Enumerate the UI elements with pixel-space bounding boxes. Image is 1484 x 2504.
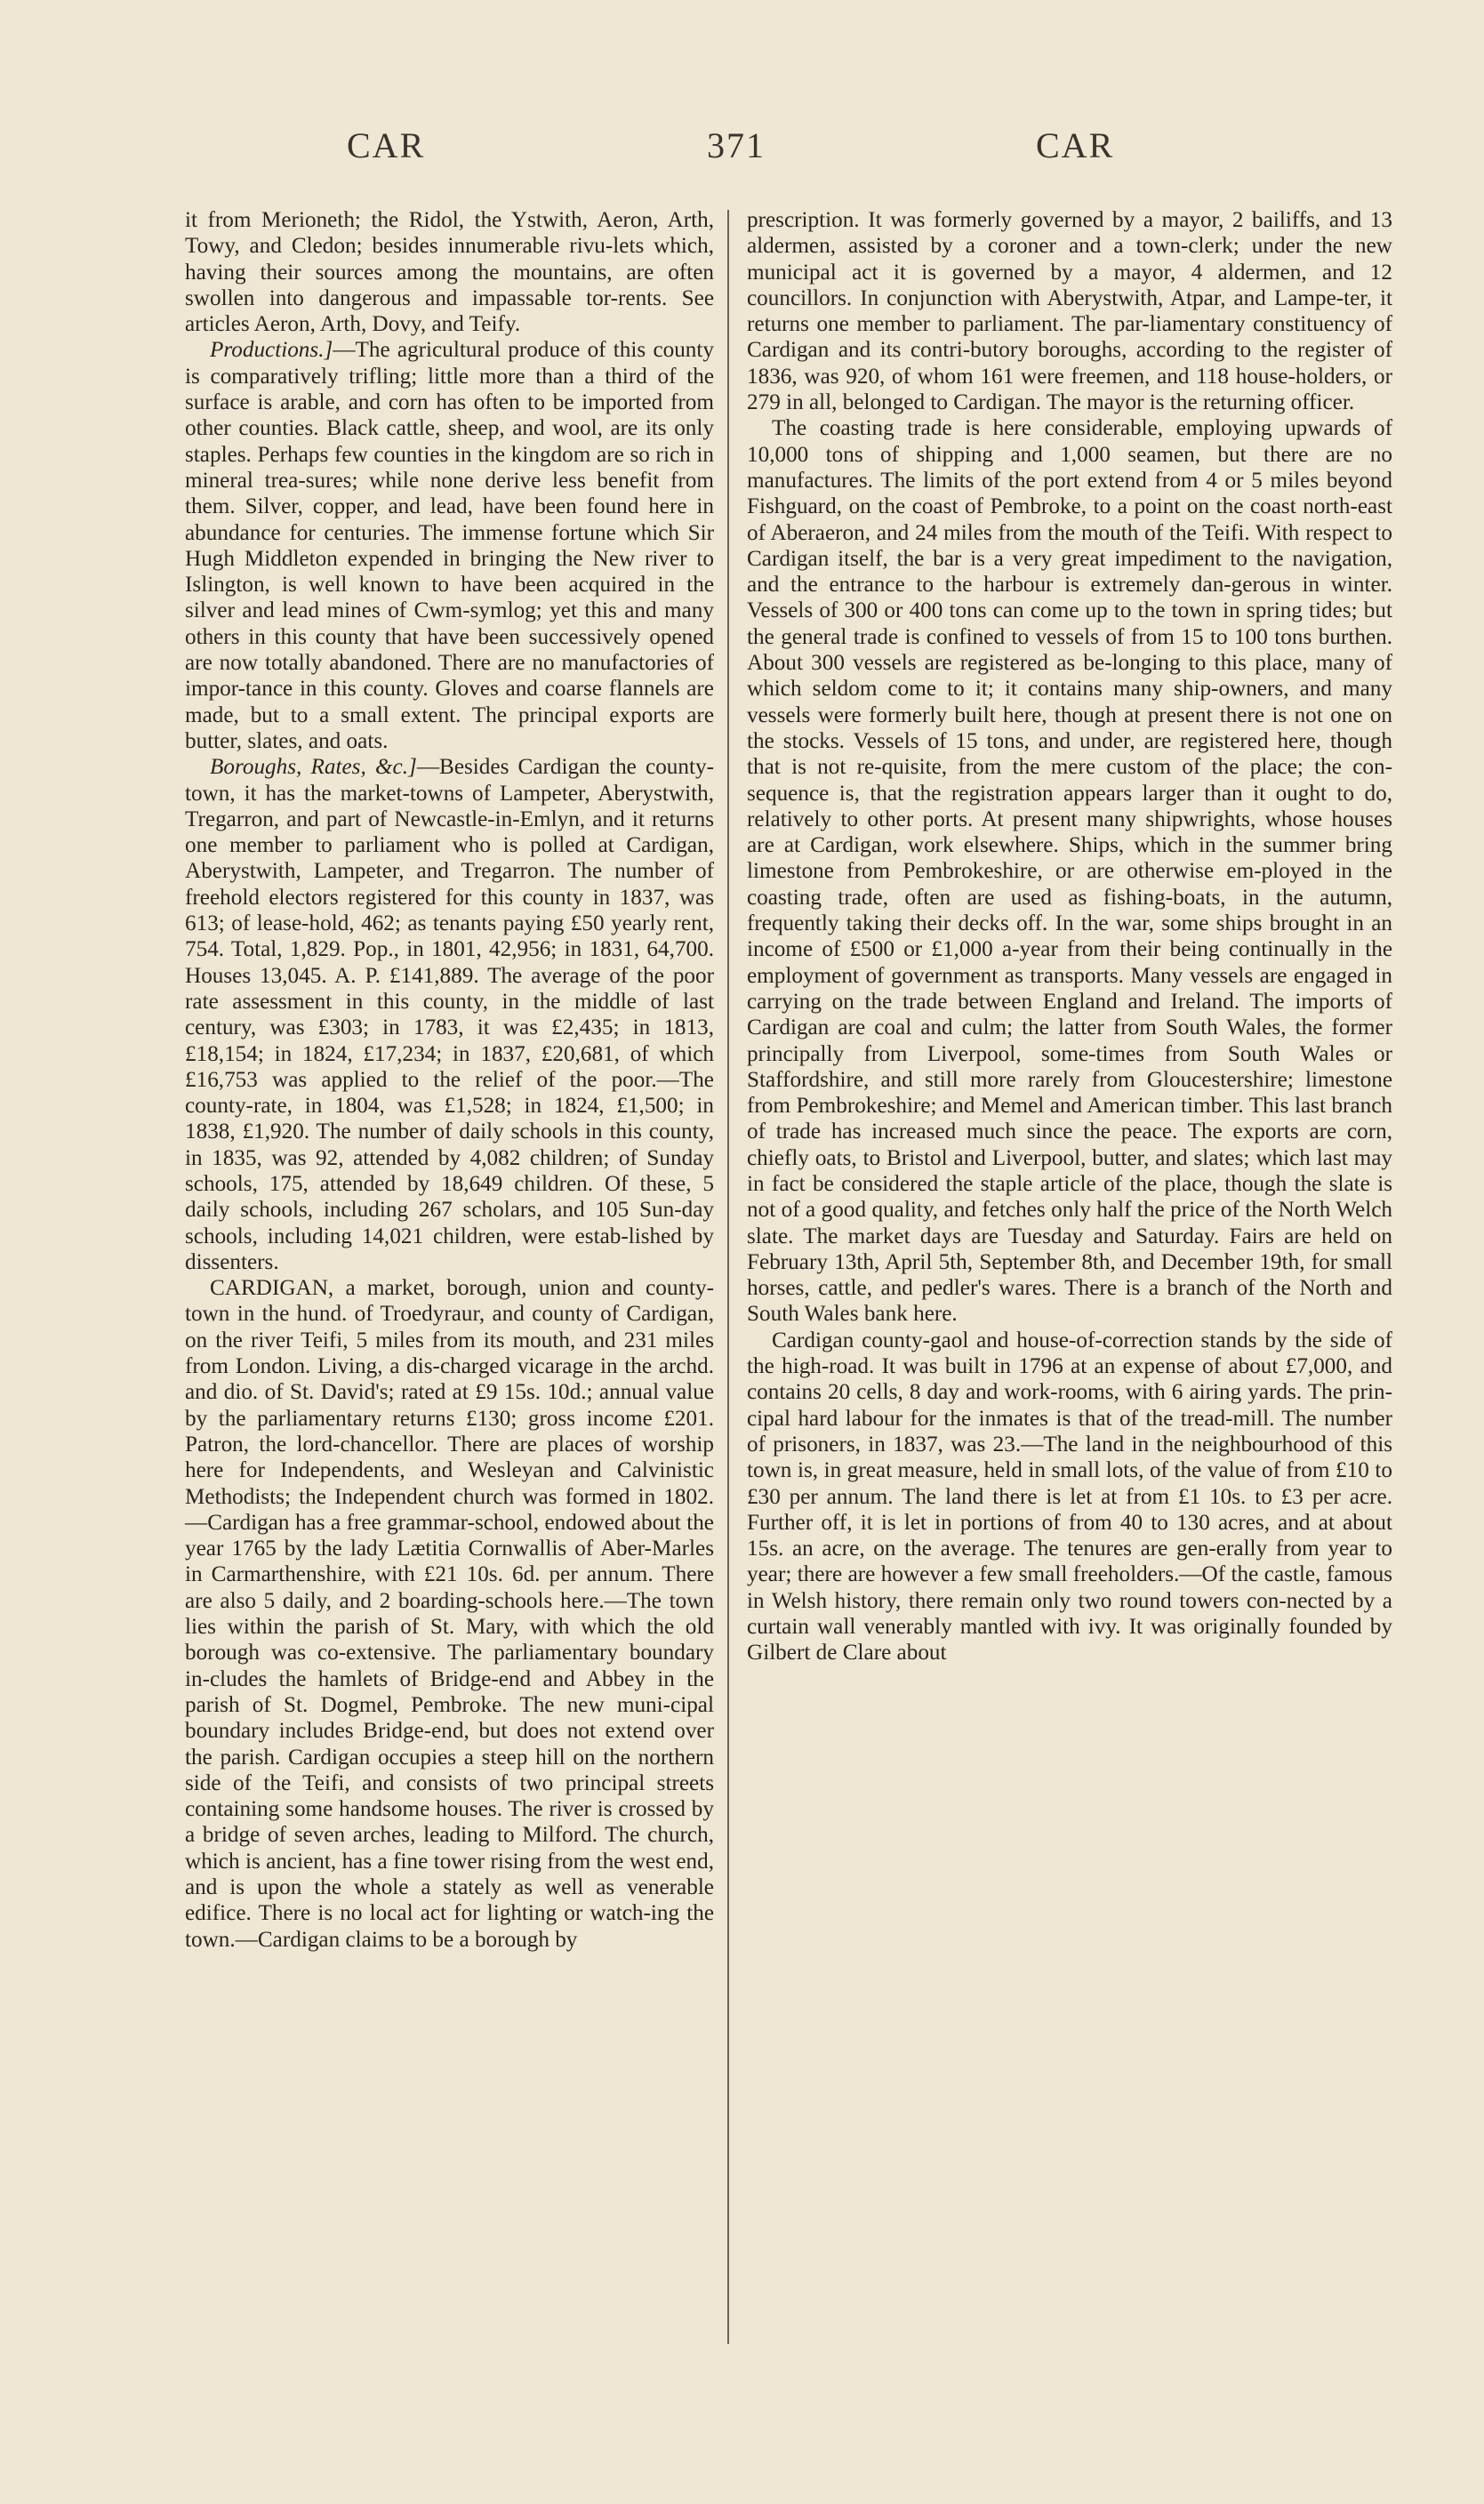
left-paragraph-boroughs (185, 754, 714, 1275)
left-paragraph-cardigan: CARDIGAN, a market, borough, union and county-town in the hund. of Troedyraur, and county of Cardigan, on the river Teifi, 5 miles from its mouth, and 231 miles from London. Living, a dis-charged vicarage in the archd. and dio. of St. David's; rated at £9 15s. 10d.; annual value by the parliamentary returns £130; gross income £201. Patron, the lord-chancellor. There are places of worship here for Independents, and Wesleyan and Calvinistic Methodists; the Independent church was formed in 1802.—Cardigan has a free grammar-school, endowed about the year 1765 by the lady Lætitia Cornwallis of Aber-Marles in Carmarthenshire, with £21 10s. 6d. per annum. There are also 5 daily, and 2 boarding-schools here.—The town lies within the parish of St. Mary, with which the old borough was co-extensive. The parliamentary boundary in-cludes the hamlets of Bridge-end and Abbey in the parish of St. Dogmel, Pembroke. The new muni-cipal boundary includes Bridge-end, but does not extend over the parish. Cardigan occupies a steep hill on the northern side of the Teifi, and consists of two principal streets containing some handsome houses. The river is crossed by a bridge of seven arches, leading to Milford. The church, which is ancient, has a fine tower rising from the west end, and is upon the whole a stately as well as venerable edifice. There is no local act for lighting or watch-ing the town.—Cardigan claims to be a borough by (185, 1276, 714, 1952)
productions-text: —The agricultural produce of this county is comparatively trifling; little more than a third of the surface is arable, and corn has often to be imported from other counties. Black cattle, sheep, and wool, are its only staples. Perhaps few counties in the kingdom are so rich in mineral trea-sures; while none derive less benefit from them. Silver, copper, and lead, have been found here in abundance for centuries. The immense fortune which Sir Hugh Middleton expended in bringing the New river to Islington, is well known to have been acquired in the silver and lead mines of Cwm-symlog; yet this and many others in this county that have been successively opened are now totally abandoned. There are no manufactories of impor-tance in this county. Gloves and coarse flannels are made, but to a small extent. The principal exports are butter, slates, and oats. (185, 338, 714, 753)
column-divider (727, 210, 729, 2344)
left-paragraph-rivers: it from Merioneth; the Ridol, the Ystwith, Aeron, Arth, Towy, and Cledon; besides innumerable rivu-lets which, having their sources among the mountains, are often swollen into dangerous and impassable tor-rents. See articles Aeron, Arth, Dovy, and Teify. (185, 208, 714, 337)
right-paragraph-gaol: Cardigan county-gaol and house-of-correction stands by the side of the high-road. It was built in 1796 at an expense of about £7,000, and contains 20 cells, 8 day and work-rooms, with 6 airing yards. The prin-cipal hard labour for the inmates is that of the tread-mill. The number of prisoners, in 1837, was 23.—The land in the neighbourhood of this town is, in great measure, held in small lots, of the value of from £10 to £30 per annum. The land there is let at from £1 10s. to £3 per acre. Further off, it is let in portions of from 40 to 130 acres, and at about 15s. an acre, on the average. The tenures are gen-erally from year to year; there are however a few small freeholders.—Of the castle, famous in Welsh history, there remain only two round towers con-nected by a curtain wall venerably mantled with ivy. It was originally founded by Gilbert de Clare about (747, 1328, 1392, 1665)
left-column (185, 207, 714, 1953)
header-left-word: CAR (347, 125, 426, 165)
right-paragraph-government: prescription. It was formerly governed by a mayor, 2 bailiffs, and 13 aldermen, assisted by a coroner and a town-clerk; under the new municipal act it is governed by a mayor, 4 aldermen, and 12 councillors. In conjunction with Aberystwith, Atpar, and Lampe-ter, it returns one member to parliament. The par-liamentary constituency of Cardigan and its contri-butory boroughs, according to the register of 1836, was 920, of whom 161 were freemen, and 118 house-holders, or 279 in all, belonged to Cardigan. The mayor is the returning officer. (747, 208, 1392, 415)
boroughs-heading: Boroughs, Rates, &c.] (210, 755, 417, 780)
right-paragraph-trade: The coasting trade is here considerable, employing upwards of 10,000 tons of shipping and 1,000 seamen, but there are no manufactures. The limits of the port extend from 4 or 5 miles beyond Fishguard, on the coast of Pembroke, to a point on the coast north-east of Aberaeron, and 24 miles from the mouth of the Teifi. With respect to Cardigan itself, the bar is a very great impediment to the navigation, and the entrance to the harbour is extremely dan-gerous in winter. Vessels of 300 or 400 tons can come up to the town in spring tides; but the general trade is confined to vessels of from 15 to 100 tons burthen. About 300 vessels are registered as be-longing to this place, many of which seldom come to it; it contains many ship-owners, and many vessels were formerly built here, though at present there is not one on the stocks. Vessels of 15 tons, and under, are registered here, though that is not re-quisite, from the mere custom of the place; the con-sequence is, that the registration appears larger than it ought to do, relatively to other ports. At present many shipwrights, whose houses are at Cardigan, work elsewhere. Ships, which in the summer bring limestone from Pembrokeshire, or are otherwise em-ployed in the coasting trade, often are used as fishing-boats, in the autumn, frequently taking their decks off. In the war, some ships brought in an income of £500 or £1,000 a-year from their being continually in the employment of government as transports. Many vessels are engaged in carrying on the trade between England and Ireland. The imports of Cardigan are coal and culm; the latter from South Wales, the former principally from Liverpool, some-times from South Wales or Staffordshire, and still more rarely from Gloucestershire; limestone from Pembrokeshire; and Memel and American timber. This last branch of trade has increased much since the peace. The exports are corn, chiefly oats, to Bristol and Liverpool, butter, and slates; which last may in fact be considered the staple article of the place, though the slate is not of a good quality, and fetches only half the price of the North Welch slate. The market days are Tuesday and Saturday. Fairs are held on February 13th, April 5th, September 8th, and December 19th, for small horses, cattle, and pedler's wares. There is a branch of the North and South Wales bank here. (747, 416, 1392, 1327)
left-paragraph-productions (185, 337, 714, 754)
page-number: 371 (707, 125, 766, 165)
productions-heading: Productions.] (210, 338, 333, 363)
header-right-word: CAR (1036, 125, 1115, 165)
running-head (160, 124, 1138, 178)
boroughs-text: —Besides Cardigan the county-town, it has the market-towns of Lampeter, Aberystwith, Tregarron, and part of Newcastle-in-Emlyn, and it returns one member to parliament who is polled at Cardigan, Aberystwith, Lampeter, and Tregarron. The number of freehold electors registered for this county in 1837, was 613; of lease-hold, 462; as tenants paying £50 yearly rent, 754. Total, 1,829. Pop., in 1801, 42,956; in 1831, 64,700. Houses 13,045. A. P. £141,889. The average of the poor rate assessment in this county, in the middle of last century, was £303; in 1783, it was £2,435; in 1813, £18,154; in 1824, £17,234; in 1837, £20,681, of which £16,753 was applied to the relief of the poor.—The county-rate, in 1804, was £1,528; in 1824, £1,500; in 1838, £1,920. The number of daily schools in this county, in 1835, was 92, attended by 4,082 children; of Sunday schools, 175, attended by 18,649 children. Of these, 5 daily schools, including 267 scholars, and 105 Sun-day schools, including 14,021 children, were estab-lished by dissenters. (185, 755, 714, 1274)
right-column (747, 207, 1392, 1666)
